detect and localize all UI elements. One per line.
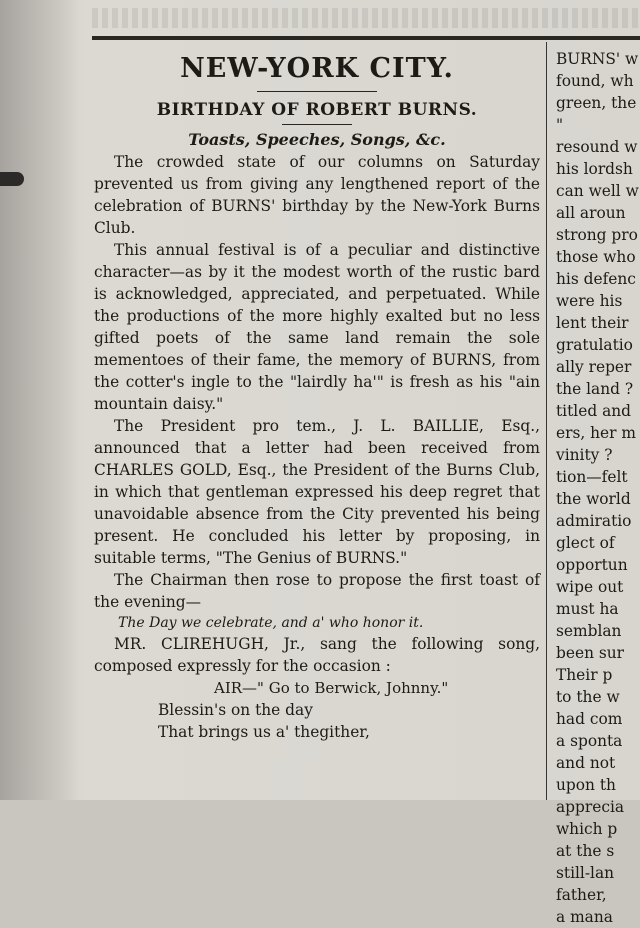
adjacent-column-line: BURNS' w xyxy=(556,50,639,68)
adjacent-column-line: a mana xyxy=(556,908,613,926)
adjacent-column xyxy=(556,48,640,928)
adjacent-column-line: tion—felt xyxy=(556,468,628,486)
top-column-rule xyxy=(92,36,640,40)
adjacent-column-line: admiratio xyxy=(556,512,632,530)
headline-rule xyxy=(257,91,377,92)
verse-line-2: That brings us a' thegither, xyxy=(158,723,370,741)
column-divider xyxy=(546,42,547,800)
adjacent-column-line: which p xyxy=(556,820,618,838)
adjacent-column-line: apprecia xyxy=(556,798,625,816)
adjacent-column-line: were his xyxy=(556,292,623,310)
adjacent-column-line: green, the xyxy=(556,94,637,112)
adjacent-column-line: strong pro xyxy=(556,226,638,244)
adjacent-column-line: been sur xyxy=(556,644,625,662)
verse-line-1: Blessin's on the day xyxy=(158,701,313,719)
paragraph-2: This annual festival is of a peculiar and distinctive character—as by it the modest worth of the rustic bard is acknowledged, appreciated, and perpetuated. While the productions of the more highly exalted but no less gifted poets of the same land remain the sole mementoes of their fame, the memory of BURNS, from the cotter's ingle to the "lairdly ha'" is fresh as his "ain mountain daisy." xyxy=(94,241,540,413)
adjacent-column-line: still-lan xyxy=(556,864,615,882)
adjacent-column-line: ally reper xyxy=(556,358,632,376)
paragraph-4: The Chairman then rose to propose the first toast of the evening— xyxy=(94,571,540,611)
adjacent-column-line: father, xyxy=(556,886,607,904)
page-binding-shadow xyxy=(0,0,80,800)
adjacent-column-line: his lordsh xyxy=(556,160,633,178)
adjacent-column-line: titled and xyxy=(556,402,632,420)
adjacent-column-line: those who xyxy=(556,248,636,266)
adjacent-column-line: wipe out xyxy=(556,578,624,596)
adjacent-column-line: lent their xyxy=(556,314,629,332)
song-air: AIR—" Go to Berwick, Johnny." xyxy=(214,679,449,697)
bleed-through-text xyxy=(92,8,640,28)
adjacent-column-line: glect of xyxy=(556,534,615,552)
binding-tab xyxy=(0,172,24,186)
adjacent-column-line: semblan xyxy=(556,622,622,640)
adjacent-column-line: resound w xyxy=(556,138,638,156)
adjacent-column-line: all aroun xyxy=(556,204,626,222)
article-title: BIRTHDAY OF ROBERT BURNS. xyxy=(156,100,478,120)
headline: NEW-YORK CITY. xyxy=(180,53,454,84)
adjacent-column-line: ers, her m xyxy=(556,424,637,442)
paragraph-5: MR. CLIREHUGH, Jr., sang the following song, composed expressly for the occasion : xyxy=(94,635,540,675)
adjacent-column-line: to the w xyxy=(556,688,620,706)
adjacent-column-line: opportun xyxy=(556,556,628,574)
adjacent-column-line: must ha xyxy=(556,600,619,618)
adjacent-column-line: can well w xyxy=(556,182,639,200)
adjacent-column-line: his defenc xyxy=(556,270,636,288)
article-column xyxy=(94,50,540,743)
toast-line: The Day we celebrate, and a' who honor it. xyxy=(118,615,424,631)
adjacent-column-line: Their p xyxy=(556,666,613,684)
adjacent-column-line: found, wh xyxy=(556,72,634,90)
paragraph-1: The crowded state of our columns on Saturday prevented us from giving any lengthened report of the celebration of BURNS' birthday by the New-York Burns Club. xyxy=(94,153,540,237)
paragraph-3: The President pro tem., J. L. BAILLIE, Esq., announced that a letter had been received from CHARLES GOLD, Esq., the President of the Burns Club, in which that gentleman expressed his deep regret that unavoidable absence from the City prevented his being present. He concluded his letter by proposing, in suitable terms, "The Genius of BURNS." xyxy=(94,417,540,567)
title-rule xyxy=(282,124,352,125)
adjacent-column-line: gratulatio xyxy=(556,336,633,354)
adjacent-column-line: at the s xyxy=(556,842,615,860)
adjacent-column-line: a sponta xyxy=(556,732,623,750)
adjacent-column-line: the world xyxy=(556,490,631,508)
adjacent-column-line: and not xyxy=(556,754,616,772)
adjacent-column-line: vinity ? xyxy=(556,446,613,464)
adjacent-column-line: " xyxy=(556,116,564,134)
adjacent-column-line: upon th xyxy=(556,776,616,794)
article-subtitle: Toasts, Speeches, Songs, &c. xyxy=(188,130,446,149)
adjacent-column-line: had com xyxy=(556,710,623,728)
adjacent-column-line: the land ? xyxy=(556,380,634,398)
